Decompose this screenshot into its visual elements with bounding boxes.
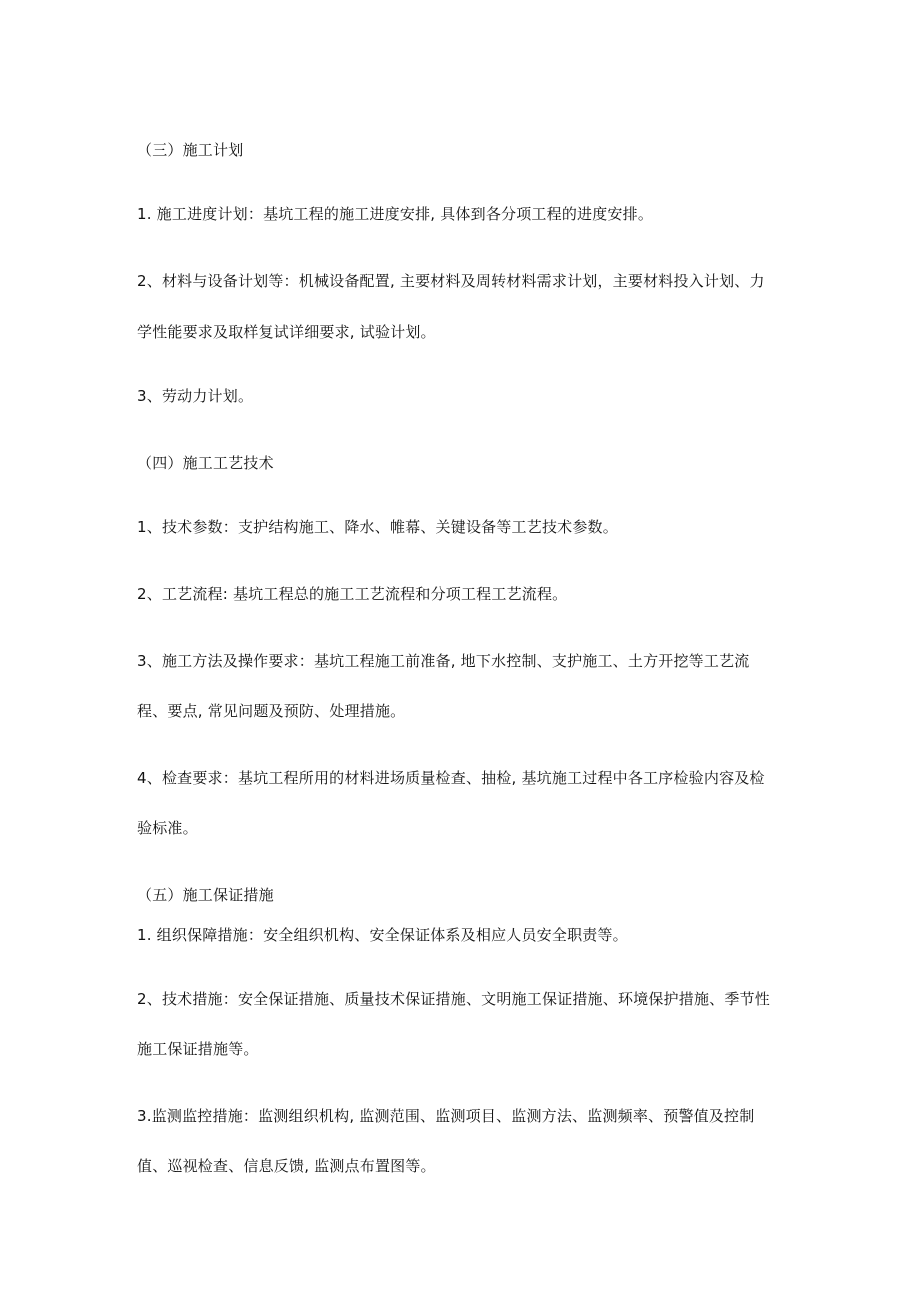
section-4-item-1: 1、技术参数：支护结构施工、降水、帷幕、关键设备等工艺技术参数。 <box>137 518 618 536</box>
section-3-item-2-line-2: 学性能要求及取样复试详细要求, 试验计划。 <box>137 323 436 341</box>
section-4-item-3-line-2: 程、要点, 常见问题及预防、处理措施。 <box>137 702 406 720</box>
section-4-item-4-line-1: 4、检查要求：基坑工程所用的材料进场质量检查、抽检, 基坑施工过程中各工序检验内容及检 <box>137 769 765 787</box>
section-3-heading: （三）施工计划 <box>137 141 244 159</box>
section-3-item-3: 3、劳动力计划。 <box>137 387 254 405</box>
section-4-item-2: 2、工艺流程: 基坑工程总的施工工艺流程和分项工程工艺流程。 <box>137 585 568 603</box>
section-3-item-2-line-1: 2、材料与设备计划等：机械设备配置, 主要材料及周转材料需求计划，主要材料投入计划、力 <box>137 272 765 290</box>
section-5-item-3-line-1: 3.监测监控措施：监测组织机构, 监测范围、监测项目、监测方法、监测频率、预警值及控制 <box>137 1107 755 1125</box>
section-5-item-1: 1. 组织保障措施：安全组织机构、安全保证体系及相应人员安全职责等。 <box>137 926 628 944</box>
section-5-item-2-line-2: 施工保证措施等。 <box>137 1040 259 1058</box>
section-4-item-3-line-1: 3、施工方法及操作要求：基坑工程施工前准备, 地下水控制、支护施工、土方开挖等工艺流 <box>137 652 750 670</box>
section-5-item-3-line-2: 值、巡视检查、信息反馈, 监测点布置图等。 <box>137 1157 436 1175</box>
section-4-item-4-line-2: 验标准。 <box>137 819 198 837</box>
section-3-item-1: 1. 施工进度计划：基坑工程的施工进度安排, 具体到各分项工程的进度安排。 <box>137 205 654 223</box>
section-4-heading: （四）施工工艺技术 <box>137 454 274 472</box>
section-5-item-2-line-1: 2、技术措施：安全保证措施、质量技术保证措施、文明施工保证措施、环境保护措施、季节性 <box>137 990 770 1008</box>
section-5-heading: （五）施工保证措施 <box>137 886 274 904</box>
